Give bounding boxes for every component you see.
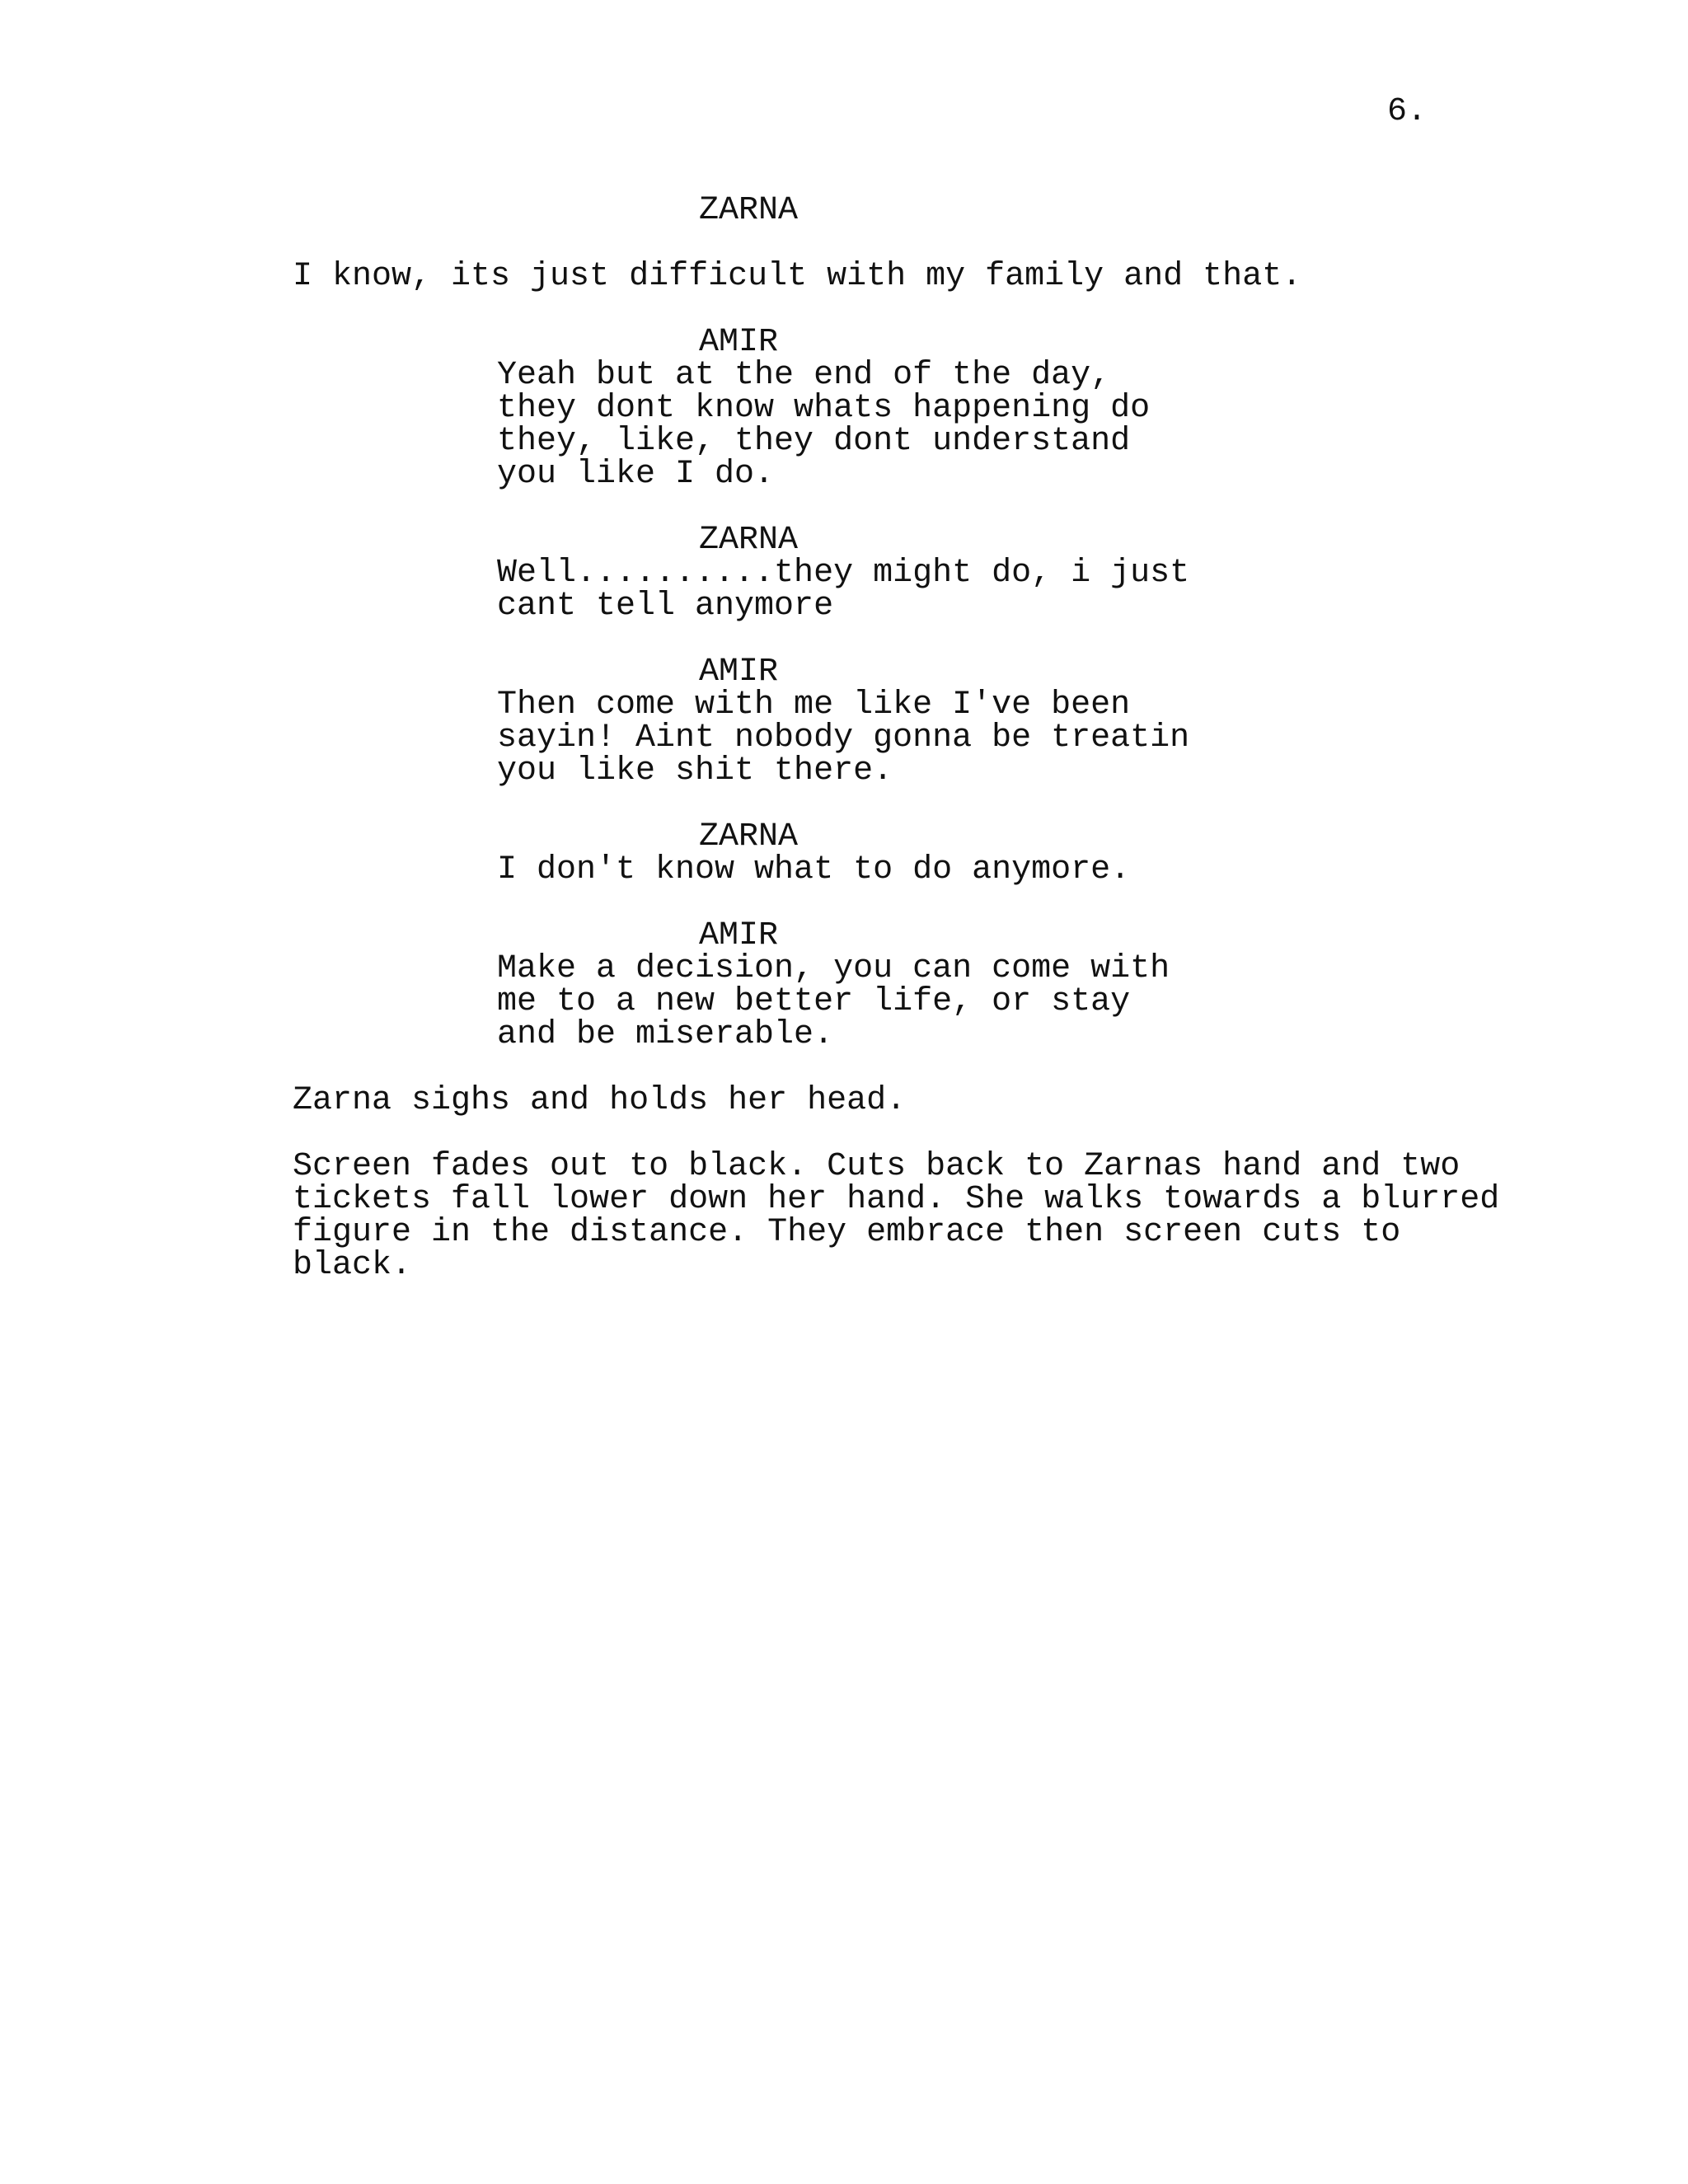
character-cue-amir: AMIR bbox=[699, 654, 779, 691]
character-cue-zarna: ZARNA bbox=[699, 192, 799, 229]
action-line: Screen fades out to black. Cuts back to Zarnas hand and two bbox=[293, 1148, 1461, 1185]
character-cue-amir: AMIR bbox=[699, 917, 779, 954]
dialogue-line: I don't know what to do anymore. bbox=[497, 851, 1131, 888]
dialogue-line: Well..........they might do, i just bbox=[497, 555, 1190, 592]
action-line: figure in the distance. They embrace then screen cuts to bbox=[293, 1214, 1401, 1251]
dialogue-line: you like I do. bbox=[497, 456, 775, 493]
dialogue-line: sayin! Aint nobody gonna be treatin bbox=[497, 719, 1190, 757]
action-line: black. bbox=[293, 1247, 412, 1284]
dialogue-line: you like shit there. bbox=[497, 752, 893, 790]
dialogue-line: Make a decision, you can come with bbox=[497, 950, 1170, 987]
dialogue-line: Yeah but at the end of the day, bbox=[497, 357, 1111, 394]
dialogue-line: and be miserable. bbox=[497, 1016, 834, 1053]
action-line: Zarna sighs and holds her head. bbox=[293, 1082, 907, 1119]
page-number: 6. bbox=[1387, 93, 1428, 130]
dialogue-line: they, like, they dont understand bbox=[497, 423, 1131, 460]
character-cue-zarna: ZARNA bbox=[699, 818, 799, 855]
dialogue-line: me to a new better life, or stay bbox=[497, 983, 1131, 1020]
character-cue-amir: AMIR bbox=[699, 324, 779, 361]
dialogue-line: cant tell anymore bbox=[497, 588, 834, 625]
character-cue-zarna: ZARNA bbox=[699, 522, 799, 559]
opening-line: I know, its just difficult with my family and that. bbox=[293, 258, 1302, 295]
action-line: tickets fall lower down her hand. She walks towards a blurred bbox=[293, 1181, 1500, 1218]
dialogue-line: they dont know whats happening do bbox=[497, 390, 1151, 427]
dialogue-line: Then come with me like I've been bbox=[497, 687, 1131, 724]
